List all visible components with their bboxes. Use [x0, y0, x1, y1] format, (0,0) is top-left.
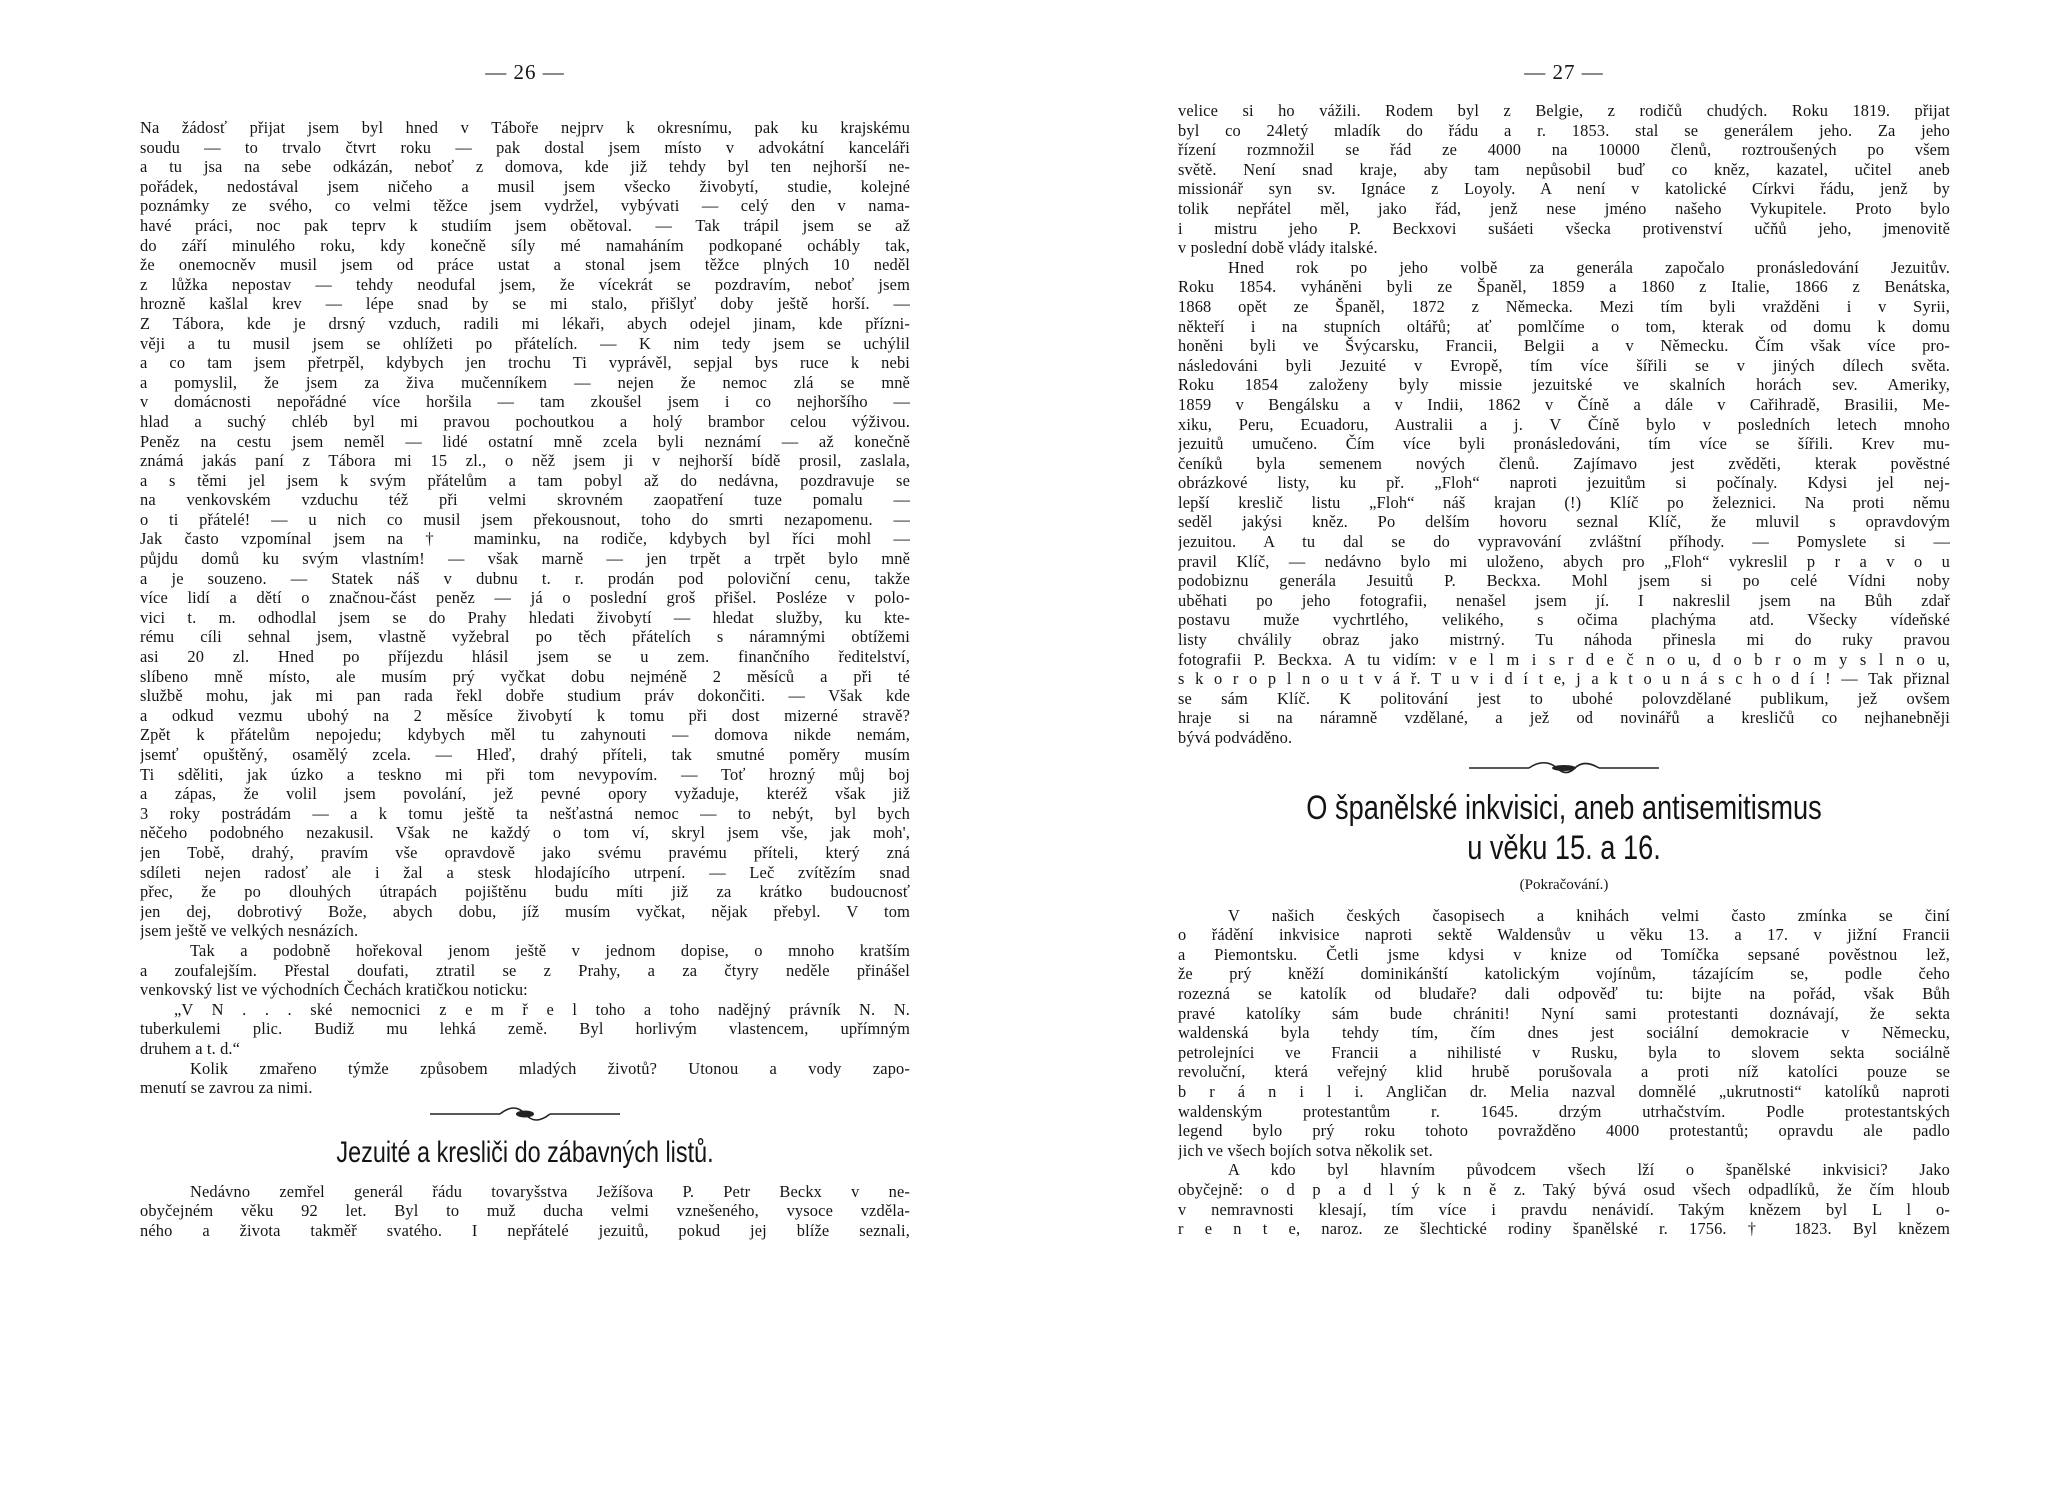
- text-line: že onemocněv musil jsem od práce ustat a stonal jsem těžce plných 10 neděl: [140, 255, 910, 275]
- text-line: hrozně kašlal krev — lépe snad by se mi stalo, přišlyť doby ještě horší. —: [140, 294, 910, 314]
- text-line: i mistru jeho P. Beckxovi sušáeti všecka protivenství učňů jeho, jmenovitě: [1178, 218, 1950, 238]
- text-line: missionář syn sv. Ignáce z Loyoly. A není v katolické Církvi řádu, jenž by: [1178, 179, 1950, 199]
- text-line: 1868 opět ze Španěl, 1872 z Německa. Mezi tím byli vražděni i v Syrii,: [1178, 296, 1950, 316]
- text-line: známá jakás paní z Tábora mi 15 zl., o něž jsem ji v nejhorší bídě prosil, zaslala,: [140, 451, 910, 471]
- right-paragraph-1: [1178, 101, 1950, 258]
- text-line: a s těmi jel jsem k svým přátelům a tam pobyl až do nedávna, pozdravuje se: [140, 470, 910, 490]
- text-line: listy chválily obraz jako mistrný. Tu náhoda přinesla mi do ruky pravou: [1178, 630, 1950, 650]
- text-line: A kdo byl hlavním původcem všech lží o španělské inkvisici? Jako: [1228, 1160, 1950, 1180]
- text-line: jich ve všech bojích sotva několik set.: [1178, 1140, 1433, 1160]
- text-line: více lidí a dětí o značnou-část peněz — já o poslední groš přišel. Posléze v polo-: [140, 588, 910, 608]
- text-line: se sám Klíč. K politování jest to ubohé polovzdělané publikum, jež ovšem: [1178, 688, 1950, 708]
- text-line: přec, že po dlouhých útrapách pojištěnu budu míti již za krátko budoucnosť: [140, 882, 910, 902]
- text-line: asi 20 zl. Hned po příjezdu hlásil jsem se u zem. finančního ředitelství,: [140, 647, 910, 667]
- left-paragraph-1: [140, 118, 910, 941]
- article-title-inkvisice-line1: O španělské inkvisici, aneb antisemitismus: [1306, 788, 1822, 827]
- text-line: Roku 1854 založeny byly missie jezuitské ve skalních horách sev. Ameriky,: [1178, 375, 1950, 395]
- text-line: lepší kreslič listu „Floh“ náš krajan (!) Klíč po železnici. Na proti němu: [1178, 492, 1950, 512]
- text-line: rozezná se katolík od bludaře? dali odpověď tu: bijte na pořád, však Bůh: [1178, 983, 1950, 1003]
- text-line: a zoufalejším. Přestal doufati, ztratil se z Prahy, a za čtyry neděle přinášel: [140, 960, 910, 980]
- page-number-left: — 26 —: [485, 60, 565, 84]
- text-line: Jak často vzpomínal jsem na † maminku, na rodiče, kdybych byl říci mohl —: [140, 529, 910, 549]
- text-line: jen Tobě, drahý, pravím vše opravdově jako svému pravému příteli, který zná: [140, 842, 910, 862]
- text-line: pořádek, nedostával jsem ničeho a musil jsem všecko živobytí, studie, kolejné: [140, 176, 910, 196]
- article-title-inkvisice-line2: u věku 15. a 16.: [1467, 828, 1661, 867]
- text-line: V našich českých časopisech a knihách velmi často zmínka se činí: [1228, 905, 1950, 925]
- text-line: v nemravnosti klesají, tím více i pravdu nenávidí. Takým knězem byl L l o-: [1178, 1199, 1950, 1219]
- text-line: waldenským protestantům r. 1645. drzým utrhačstvím. Podle protestantských: [1178, 1101, 1950, 1121]
- text-line: následováni byli Jezuité v Evropě, tím více šířili se v jiných dílech světa.: [1178, 355, 1950, 375]
- continuation-note: (Pokračování.): [1519, 876, 1609, 893]
- text-line: vici t. m. odhodlal jsem se do Prahy hledati živobytí — hledat služby, ku kte-: [140, 607, 910, 627]
- text-line: o řádění inkvisice naproti sektě Waldensův u věku 13. a 17. v jižní Francii: [1178, 925, 1950, 945]
- text-line: službě mohu, jak mi pan rada řekl dobře studium práv dokončiti. — Však kde: [140, 686, 910, 706]
- text-line: menutí se zavrou za nimi.: [140, 1078, 313, 1098]
- text-line: půjdu domů ku svým vlastním! — však marně — jen trpět a trpět bylo mně: [140, 549, 910, 569]
- text-line: a zápas, že volil jsem povolání, jež pevné opory vyžaduje, kteréž však již: [140, 784, 910, 804]
- right-paragraph-4: [1178, 1160, 1950, 1238]
- text-line: jen dej, dobrotivý Bože, abych dobu, jíž musím vyčkat, nějak přebyl. V tom: [140, 901, 910, 921]
- text-line: a co tam jsem přetrpěl, kdybych jen trochu Ti vyprávěl, sepjal bys ruce k nebi: [140, 353, 910, 373]
- text-line: b r á n i l i. Angličan dr. Melia nazval domnělé „ukrutnosti“ katolíků naproti: [1178, 1081, 1950, 1101]
- left-paragraph-3: [140, 1059, 910, 1098]
- text-line: že prý kněží dominikánští katolickým vojínům, tázajícím se, podle čeho: [1178, 964, 1950, 984]
- text-line: bývá podváděno.: [1178, 728, 1293, 747]
- text-line: hraje si na náramně vzdělané, a jež od novinářů a kresličů co nejhanebněji: [1178, 708, 1950, 728]
- text-line: světě. Není snad kraje, aby tam nepůsobil buď co kněz, kazatel, učitel aneb: [1178, 159, 1950, 179]
- text-line: waldenská byla tehdy tím, čím dnes jest sociální demokracie v Německu,: [1178, 1023, 1950, 1043]
- text-line: tolik nepřátel měl, jako řád, jenž nese jméno našeho Vykupitele. Proto bylo: [1178, 198, 1950, 218]
- text-line: Zpět k přátelům nepojedu; kdybych měl tu zahynouti — domova nikde nemám,: [140, 725, 910, 745]
- left-article-paragraph: [140, 1182, 910, 1241]
- text-line: a tu jsa na sebe odkázán, neboť z domova, kde již tehdy byl ten nejhorší ne-: [140, 157, 910, 177]
- text-line: havé práci, noc pak teprv k studiím jsem obětoval. — Tak trápil jsem se až: [140, 215, 910, 235]
- text-line: Peněz na cestu jsem neměl — lidé ostatní mně zcela byli neznámí — až konečně: [140, 431, 910, 451]
- text-line: Na žádosť přijat jsem byl hned v Táboře nejprv k okresnímu, pak ku krajskému: [140, 118, 910, 137]
- right-page-body: [1178, 101, 1950, 1239]
- obituary-notice: [140, 1000, 910, 1059]
- text-line: z lůžka nepostav — tehdy neodufal jsem, že vícekrát se pozdravím, neboť jsem: [140, 274, 910, 294]
- text-line: jsem ještě ve velkých nesnázích.: [140, 921, 359, 941]
- text-line: venkovský list ve východních Čechách kratičkou noticku:: [140, 980, 528, 1000]
- text-line: a Piemontsku. Četli jsme kdysi v knize od Tomíčka sepsané pověstnou lež,: [1178, 944, 1950, 964]
- text-line: v poslední době vlády italské.: [1178, 238, 1378, 258]
- text-line: něčeho podobného nezakusil. Však ne každý o tom ví, skryl jsem vše, jak moh',: [140, 823, 910, 843]
- text-line: Hned rok po jeho volbě za generála započalo pronásledování Jezuitův.: [1228, 257, 1950, 277]
- text-line: do září minulého roku, kdy konečně síly mé namaháním podkopané ochábly tak,: [140, 235, 910, 255]
- text-line: poznámky ze svého, co velmi těžce jsem vydržel, vybývati — celý den v nama-: [140, 196, 910, 216]
- text-line: jezuitů umučeno. Čím více byli pronásledováni, tím více se šířili. Krev mu-: [1178, 434, 1950, 454]
- text-line: ného a života takměř svatého. I nepřátelé jezuitů, pokud jej blíže seznali,: [140, 1220, 910, 1240]
- text-line: Ti sděliti, jak úzko a teskno mi při tom nevypovím. — Toť hrozný můj boj: [140, 764, 910, 784]
- text-line: seděl jakýsi kněz. Po delším hovoru seznal Klíč, že mluvil s opravdovým: [1178, 512, 1950, 532]
- article-title-jezuite: Jezuité a kresliči do zábavných listů.: [336, 1135, 714, 1169]
- text-line: hlad a suchý chléb byl mi pravou pochoutkou a holý brambor celou výživou.: [140, 411, 910, 431]
- text-line: o ti přátelé! — u nich co musil jsem překousnout, toho do smrti nezapomenu. —: [140, 509, 910, 529]
- text-line: slíbeno mně místo, ale musím prý vyčkat dobu nejméně 2 měsíců a při té: [140, 666, 910, 686]
- page-number-right: — 27 —: [1524, 60, 1604, 84]
- left-paragraph-2: [140, 941, 910, 1000]
- text-line: xiku, Peru, Ecuadoru, Australii a j. V Číně bylo v posledních letech mnoho: [1178, 414, 1950, 434]
- text-line: a je souzeno. — Statek náš v dubnu t. r. prodán pod poloviční cenu, takže: [140, 568, 910, 588]
- text-line: jezuitou. A tu dal se do vypravování zvláštní příhody. — Pomyslete si —: [1178, 532, 1950, 552]
- text-line: revoluční, která veřejný klid hrubě porušovala a proti níž katolíci pouze se: [1178, 1062, 1950, 1082]
- text-line: a pomyslil, že jsem za živa mučenníkem — nejen že nemoc zlá se mně: [140, 372, 910, 392]
- text-line: soudu — to trvalo čtvrt roku — pak dostal jsem místo v advokátní kanceláři: [140, 137, 910, 157]
- text-line: fotografii P. Beckxa. A tu vidím: v e l m i s r d e č n o u, d o b r o m y s l n o u,: [1178, 649, 1950, 669]
- text-line: v domácnosti nepořádné více horšila — tam zkoušel jsem i co nejhoršího —: [140, 392, 910, 412]
- ornament-divider-right: [1469, 758, 1659, 778]
- text-line: pravé katolíky sám bude chrániti! Nyní sami protestanti doznávají, že sekta: [1178, 1003, 1950, 1023]
- text-line: řízení rozmnožil se řád ze 4000 na 10000 členů, roztroušených po všem: [1178, 140, 1950, 160]
- text-line: 3 roky postrádám — a k tomu ještě ta nešťastná nemoc — to nebýt, byl bych: [140, 803, 910, 823]
- text-line: Z Tábora, kde je drsný vzduch, radili mi lékaři, abych odejel jinam, kde přízni-: [140, 313, 910, 333]
- text-line: sdíleti nejen radosť ale i žal a stesk hlodajícího utrpení. — Leč zvítězím snad: [140, 862, 910, 882]
- ornament-divider-left: [430, 1104, 620, 1124]
- text-line: pravil Klíč, — nedávno bylo mi uloženo, abych pro „Floh“ vykreslil p r a v o u: [1178, 551, 1950, 571]
- text-line: podobiznu generála Jesuitů P. Beckxa. Mohl jsem si po celé Vídni noby: [1178, 571, 1950, 591]
- text-line: Nedávno zemřel generál řádu tovaryšstva Ježíšova P. Petr Beckx v ne-: [190, 1181, 910, 1201]
- text-line: r e n t e, naroz. ze šlechtické rodiny španělské r. 1756. † 1823. Byl knězem: [1178, 1219, 1950, 1239]
- text-line: byl co 24letý mladík do řádu a r. 1853. stal se generálem jeho. Za jeho: [1178, 120, 1950, 140]
- text-line: rému cíli sehnal jsem, vlastně vyžebral po těch přátelích s náramnými obtížemi: [140, 627, 910, 647]
- text-line: obyčejném věku 92 let. Byl to muž ducha velmi vznešeného, vysoce vzděla-: [140, 1201, 910, 1221]
- text-line: „V N . . . ské nemocnici z e m ř e l toho a toho nadějný právník N. N.: [174, 999, 910, 1019]
- text-line: legend bylo prý roku tohoto povražděno 4000 protestantů; opravdu ale padlo: [1178, 1121, 1950, 1141]
- text-line: Tak a podobně hořekoval jenom ještě v jednom dopise, o mnoho kratším: [190, 940, 910, 960]
- text-line: čeníků byla semenem nových členů. Zajímavo jest zvěděti, kterak pověstné: [1178, 453, 1950, 473]
- text-line: Kolik zmařeno týmže způsobem mladých životů? Utonou a vody zapo-: [190, 1058, 910, 1078]
- text-line: obrázkové listy, ku př. „Floh“ naproti jezuitům si počínaly. Kdysi jel nej-: [1178, 473, 1950, 493]
- text-line: postavu muže vychrtlého, velikého, s očima plachýma atd. Všecky vídeňské: [1178, 610, 1950, 630]
- text-line: velice si ho vážili. Rodem byl z Belgie, z rodičů chudých. Roku 1819. přijat: [1178, 101, 1950, 120]
- text-line: tuberkulemi plic. Budiž mu lehká země. Byl horlivým vlastencem, upřímným: [140, 1019, 910, 1039]
- text-line: uběhati po jeho fotografii, nenašel jsem jí. I nakreslil jsem na Bůh zdař: [1178, 590, 1950, 610]
- text-line: petrolejníci ve Francii a nihilisté v Rusku, byla to slovem sekta sociálně: [1178, 1042, 1950, 1062]
- right-paragraph-2: [1178, 258, 1950, 748]
- text-line: a odkud vezmu ubohý na 2 měsíce živobytí k tomu při dost mizerné stravě?: [140, 705, 910, 725]
- text-line: druhem a t. d.“: [140, 1038, 241, 1058]
- text-line: někteří i na stupních oltářů; ať pomlčíme o tom, kterak od domu k domu: [1178, 316, 1950, 336]
- left-page-body: [140, 118, 910, 1240]
- right-paragraph-3: [1178, 906, 1950, 1161]
- text-line: jsemť opuštěný, osamělý zcela. — Hleď, drahý příteli, tak smutné poměry musím: [140, 745, 910, 764]
- text-line: obyčejně: o d p a d l ý k n ě z. Taký bývá osud všech odpadlíků, že čím hloub: [1178, 1179, 1950, 1199]
- text-line: Roku 1854. vyháněni byli ze Španěl, 1859 a 1860 z Italie, 1866 z Benátska,: [1178, 277, 1950, 297]
- text-line: honěni byli ve Švýcarsku, Francii, Belgii a v Německu. Čím však více pro-: [1178, 336, 1950, 356]
- text-line: 1859 v Bengálsku a v Indii, 1862 v Číně a dále v Cařihradě, Brasilii, Me-: [1178, 394, 1950, 414]
- text-line: s k o r o p l n o u t v á ř. T u v i d í t e, j a k t o u n á s c h o d í ! — Tak přiznal: [1178, 669, 1950, 689]
- text-line: na venkovském vzduchu též při velmi skrovném zaopatření tuze pomalu —: [140, 490, 910, 510]
- text-line: věji a tu musil jsem se ohlížeti po přátelích. — K nim tedy jsem se uchýlil: [140, 333, 910, 353]
